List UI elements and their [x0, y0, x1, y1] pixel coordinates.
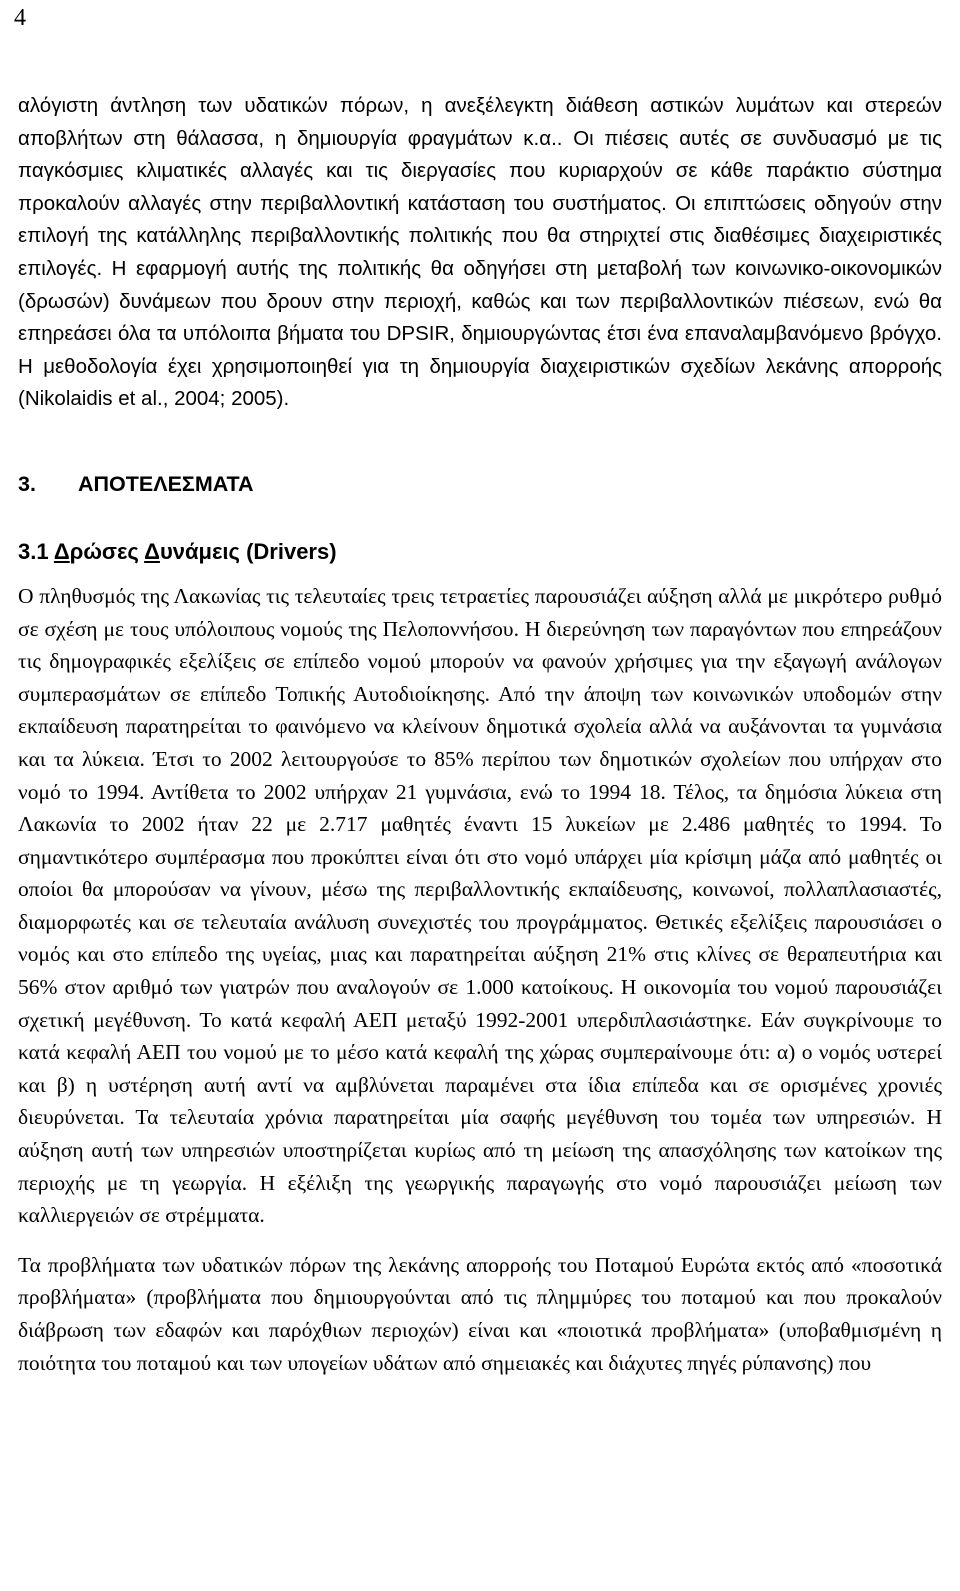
intro-paragraph: αλόγιστη άντληση των υδατικών πόρων, η ανεξέλεγκτη διάθεση αστικών λυμάτων και στερεών αποβλήτων στη θάλασσα, η δημιουργία φραγμάτων κ.α.. Οι πιέσεις αυτές σε συνδυασμό με τις παγκόσμιες κλιματικές αλλαγές και τις διεργασίες που κυριαρχούν σε κάθε παράκτιο σύστημα προκαλούν αλλαγές στην περιβαλλοντική κατάσταση του συστήματος. Οι επιπτώσεις οδηγούν στην επιλογή της κατάλληλης περιβαλλοντικής πολιτικής που θα στηριχτεί στις διαθέσιμες διαχειριστικές επιλογές. Η εφαρμογή αυτής της πολιτικής θα οδηγήσει στη μεταβολή των κοινωνικο-οικονομικών (δρωσών) δυνάμεων που δρουν στην περιοχή, καθώς και των περιβαλλοντικών πιέσεων, ενώ θα επηρεάσει όλα τα υπόλοιπα βήματα του DPSIR, δημιουργώντας έτσι ένα επαναλαμβανόμενο βρόγχο. Η μεθοδολογία έχει χρησιμοποιηθεί για τη δημιουργία διαχειριστικών σχεδίων λεκάνης απορροής (Nikolaidis et al., 2004; 2005).	[18, 94, 942, 411]
section-title: ΑΠΟΤΕΛΕΣΜΑΤΑ	[78, 471, 254, 496]
results-paragraph-population: Ο πληθυσμός της Λακωνίας τις τελευταίες τρεις τετραετίες παρουσιάζει αύξηση αλλά με μικρότερο ρυθμό σε σχέση με τους υπόλοιπους νομούς της Πελοποννήσου. Η διερεύνηση των παραγόντων που επηρεάζουν τις δημογραφικές εξελίξεις σε επίπεδο νομού μπορούν να φανούν χρήσιμες για την εξαγωγή ανάλογων συμπερασμάτων σε επίπεδο Τοπικής Αυτοδιοίκησης. Από την άποψη των κοινωνικών υποδομών στην εκπαίδευση παρατηρείται το φαινόμενο να κλείνουν δημοτικά σχολεία αλλά να αυξάνονται τα γυμνάσια και τα λύκεια. Έτσι το 2002 λειτουργούσε το 85% περίπου των δημοτικών σχολείων που υπήρχαν στο νομό το 1994. Αντίθετα το 2002 υπήρχαν 21 γυμνάσια, ενώ το 1994 18. Τέλος, τα δημόσια λύκεια στη Λακωνία το 2002 ήταν 22 με 2.717 μαθητές έναντι 15 λυκείων με 2.486 μαθητές το 1994. Το σημαντικότερο συμπέρασμα που προκύπτει είναι ότι στο νομό υπάρχει μία κρίσιμη μάζα από μαθητές οι οποίοι θα μπορούσαν να γίνουν, μέσω της περιβαλλοντικής εκπαίδευσης, κοινωνοί, πολλαπλασιαστές, διαμορφωτές και σε τελευταία ανάλυση συνεχιστές του προγράμματος. Θετικές εξελίξεις παρουσιάσει ο νομός και στο επίπεδο της υγείας, μιας και παρατηρείται αύξηση 21% στις κλίνες σε θεραπευτήρια και 56% στον αριθμό των γιατρών που αναλογούν σε 1.000 κατοίκους. Η οικονομία του νομού παρουσιάζει σχετική μεγέθυνση. Το κατά κεφαλή ΑΕΠ μεταξύ 1992-2001 υπερδιπλασιάστηκε. Εάν συγκρίνουμε το κατά κεφαλή ΑΕΠ του νομού με το μέσο κατά κεφαλή της χώρας συμπεραίνουμε ότι: α) ο νομός υστερεί και β) η υστέρηση αυτή αντί να αμβλύνεται παραμένει στα ίδια επίπεδα και σε ορισμένες χρονιές διευρύνεται. Τα τελευταία χρόνια παρατηρείται μία σαφής μεγέθυνση του τομέα των υπηρεσιών. Η αύξηση αυτή των υπηρεσιών υποστηρίζεται κυρίως από τη μείωση της απασχόλησης των κατοίκων της περιοχής με τη γεωργία. Η εξέλιξη της γεωργικής παραγωγής στο νομό παρουσιάζει μείωση των καλλιεργειών σε στρέμματα.	[18, 583, 942, 1228]
results-paragraph-water-resources: Τα προβλήματα των υδατικών πόρων της λεκάνης απορροής του Ποταμού Ευρώτα εκτός από «ποσοτικά προβλήματα» (προβλήματα που δημιουργούνται από τις πλημμύρες του ποταμού και που προκαλούν διάβρωση των εδαφών και παρόχθιων περιοχών) είναι και «ποιοτικά προβλήματα» (υποβαθμισμένη η ποιότητα του ποταμού και των υπογείων υδάτων από σημειακές και διάχυτες πηγές ρύπανσης) που	[18, 1252, 942, 1375]
subsection-heading-drivers	[18, 536, 942, 568]
subsection-title-part-2: υνάμεις (Drivers)	[159, 538, 337, 564]
subsection-number: 3.1	[18, 538, 49, 564]
subsection-title-initial-2: Δ	[144, 538, 160, 564]
subsection-title-initial-1: Δ	[53, 538, 70, 564]
subsection-title-part-1: ρώσες	[69, 538, 145, 564]
section-number: 3.	[18, 471, 36, 496]
section-heading-results	[18, 468, 942, 500]
document-body	[18, 90, 942, 1379]
page-number: 4	[14, 5, 26, 31]
